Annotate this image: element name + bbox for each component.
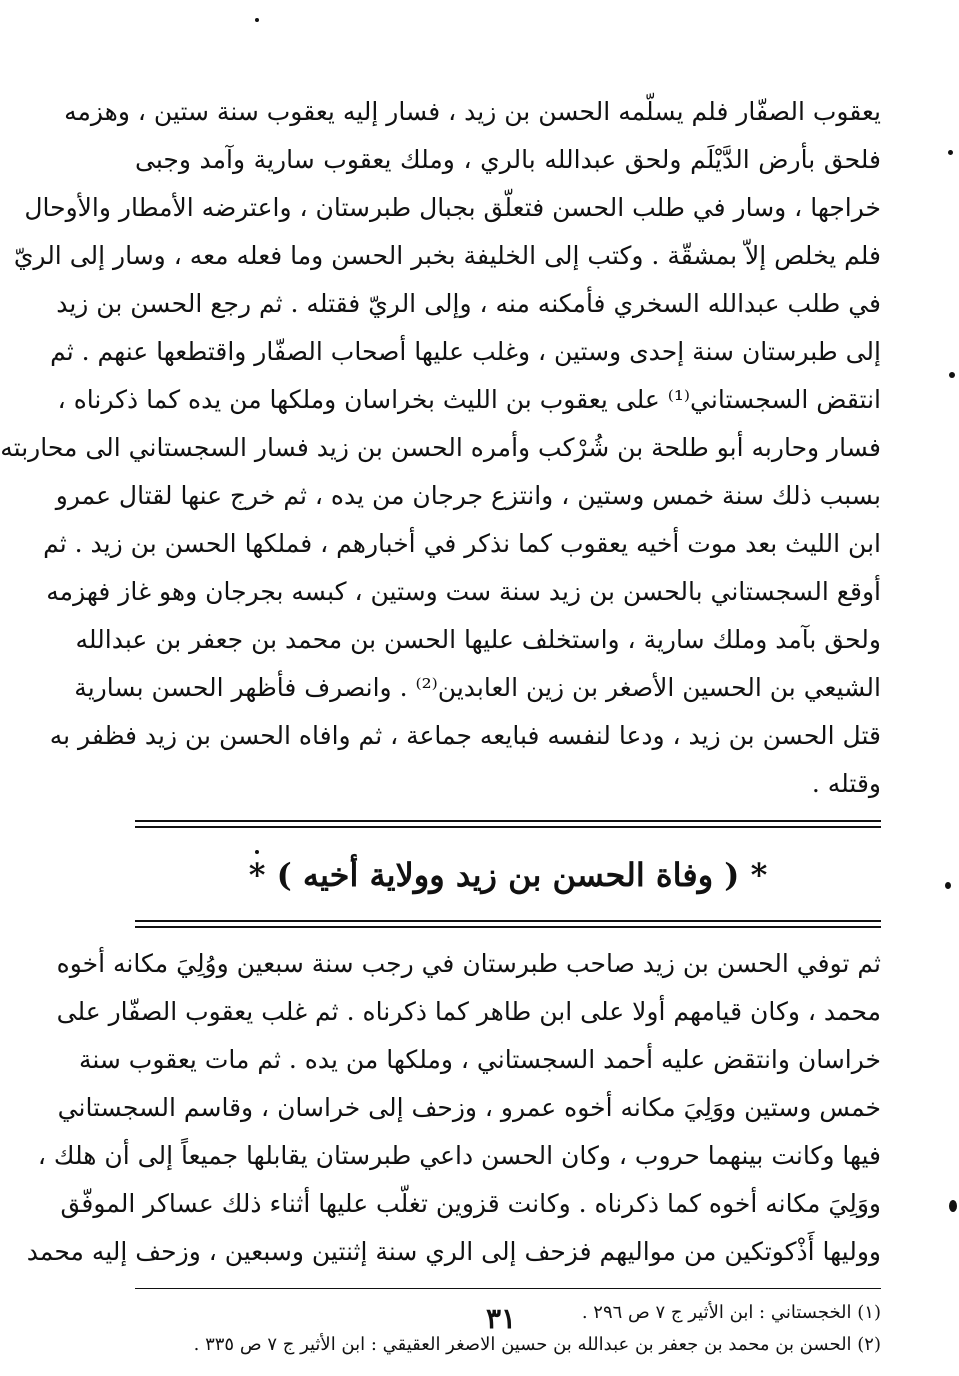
page-body: [0, 88, 881, 1361]
scan-speck: [255, 850, 259, 854]
paragraph-1: [0, 88, 881, 808]
footnote-rule: [135, 1288, 881, 1289]
text-line: ولحق بآمد وملك سارية ، واستخلف عليها الحسن بن محمد بن جعفر بن عبدالله: [75, 625, 881, 654]
scan-speck: [255, 18, 259, 22]
text-line: بسبب ذلك سنة خمس وستين ، وانتزع جرجان من يده ، ثم خرج عنها لقتال عمرو: [55, 481, 881, 510]
double-rule-top: [135, 820, 881, 830]
paragraph-2: [26, 940, 881, 1276]
text-line: إلى طبرستان سنة إحدى وستين ، وغلب عليها أصحاب الصفّار واقتطعها عنهم . ثم: [50, 337, 881, 366]
text-line: أوقع السجستاني بالحسن بن زيد سنة ست وستين ، كبسه بجرجان وهو غاز فهزمه: [46, 577, 881, 606]
text-line: محمد ، وكان قيامهم أولا على ابن طاهر كما ذكرناه . ثم غلب يعقوب الصفّار على: [56, 997, 881, 1026]
text-line: ابن الليث بعد موت أخيه يعقوب كما نذكر في أخبارهم ، فملكها الحسن بن زيد . ثم: [43, 529, 881, 558]
scan-speck: [949, 1200, 957, 1212]
scan-speck: [948, 150, 953, 155]
text-line: الشيعي بن الحسين الأصغر بن زين العابدين⁽²⁾ . وانصرف فأظهر الحسن بسارية: [74, 673, 881, 702]
double-rule-bottom: [135, 920, 881, 930]
footnote: (١) الخجستاني : ابن الأثير ج ٧ ص ٢٩٦ .: [581, 1302, 881, 1323]
text-line: خمس وستين ووَلِيَ مكانه أخوه عمرو ، وزحف إلى خراسان ، وقاسم السجستاني: [57, 1093, 881, 1122]
text-line: فيها وكانت بينهما حروب ، وكان الحسن داعي طبرستان يقابلها جميعاً إلى أن هلك ،: [37, 1141, 881, 1170]
text-line: فسار وحاربه أبو طلحة بن شُرْكب وأمره الحسن بن زيد فسار السجستاني الى محاربته: [0, 433, 881, 462]
text-line: ثم توفي الحسن بن زيد صاحب طبرستان في رجب سنة سبعين ووُلِيَ مكانه أخوه: [56, 949, 881, 978]
scan-speck: [945, 882, 951, 889]
text-line: خراجها ، وسار في طلب الحسن فتعلّق بجبال طبرستان ، واعترضه الأمطار والأوحال: [24, 193, 881, 222]
scan-speck: [949, 372, 955, 378]
text-line: فلم يخلص إلاّ بمشقّة . وكتب إلى الخليفة بخبر الحسن وما فعله معه ، وسار إلى الريّ: [13, 241, 881, 270]
text-line: خراسان وانتقض عليه أحمد السجستاني ، وملكها من يده . ثم مات يعقوب سنة: [78, 1045, 881, 1074]
text-line: انتقض السجستاني⁽¹⁾ على يعقوب بن الليث بخراسان وملكها من يده كما ذكرناه ،: [57, 385, 881, 414]
text-line: قتل الحسن بن زيد ، ودعا لنفسه فبايعه جماعة ، ثم وافاه الحسن بن زيد فظفر به: [49, 721, 881, 750]
text-line: في طلب عبدالله السخري فأمكنه منه ، وإلى الريّ فقتله . ثم رجع الحسن بن زيد: [56, 289, 881, 318]
text-line: فلحق بأرض الدَّيْلَم ولحق عبدالله بالري ، وملك يعقوب سارية وآمد وجبى: [135, 145, 881, 174]
text-line: يعقوب الصفّار فلم يسلّمه الحسن بن زيد ، فسار إليه يعقوب سنة ستين ، وهزمه: [64, 97, 881, 126]
page-number: ٣١: [485, 1302, 517, 1335]
text-line: ووَلِيَ مكانه أخوه كما ذكرناه . وكانت قزوين تغلّب عليها أثناء ذلك عساكر الموفّق: [60, 1189, 881, 1218]
section-heading: * ( وفاة الحسن بن زيد وولاية أخيه ) *: [248, 856, 768, 894]
text-line: وقتله .: [811, 769, 881, 798]
footnote: (٢) الحسن بن محمد بن جعفر بن عبدالله بن حسين الاصغر العقيقي : ابن الأثير ج ٧ ص ٣٣٥ .: [193, 1334, 881, 1355]
text-line: ووليها أَذْكوتكين من مواليهم فزحف إلى الري سنة إثنتين وسبعين ، وزحف إليه محمد: [26, 1237, 881, 1266]
